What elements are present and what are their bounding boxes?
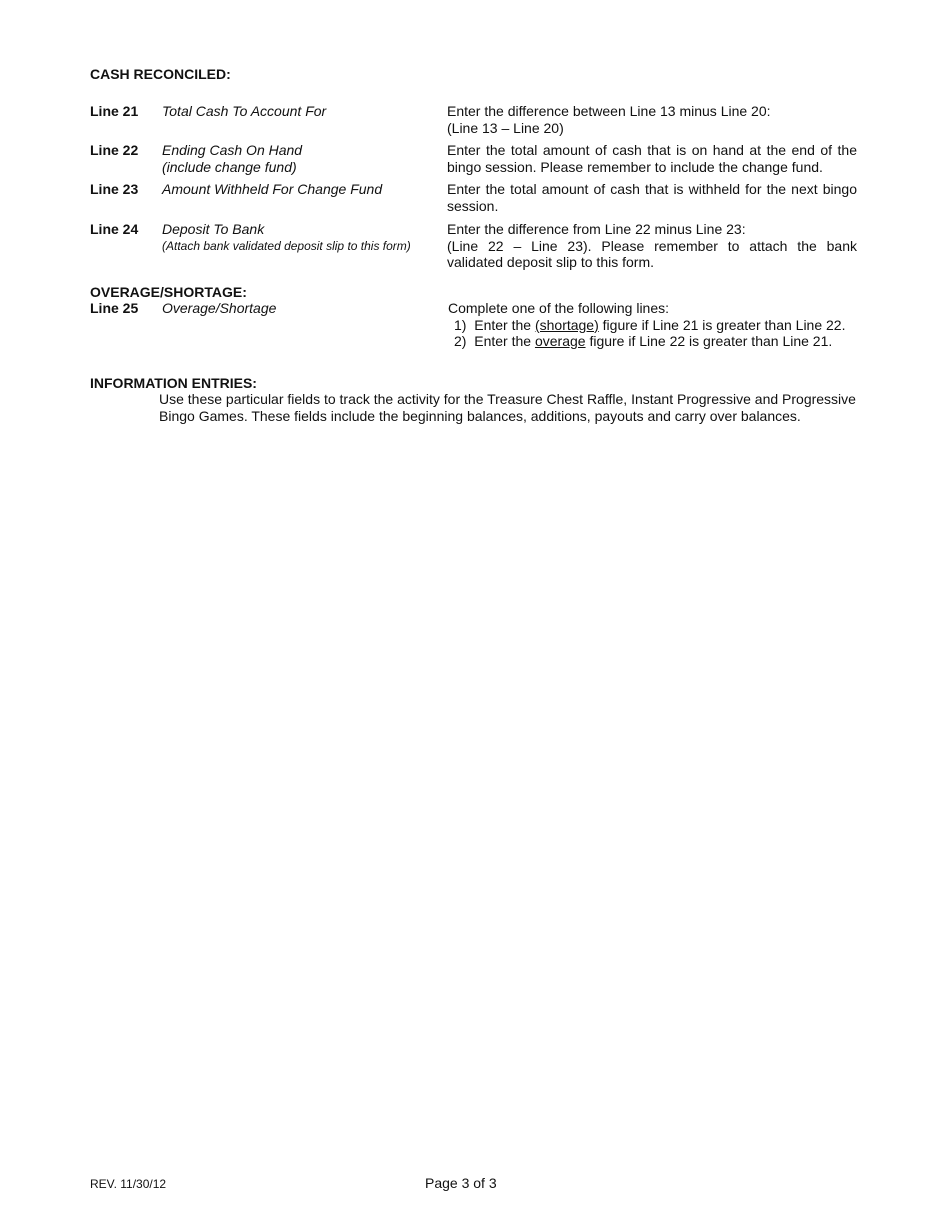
information-entries-text: Use these particular fields to track the activity for the Treasure Chest Raffle, Instant Progressive and Progressive Bingo Games. These fields include the beginning balances, additions, payouts and carry over balances. <box>159 391 856 424</box>
line-25-field: Overage/Shortage <box>162 300 277 316</box>
list-item-text-post: figure if Line 22 is greater than Line 21. <box>589 333 833 349</box>
list-item-underlined-term: (shortage) <box>534 316 599 333</box>
list-item-number: 2) <box>454 333 467 349</box>
line-23-field: Amount Withheld For Change Fund <box>162 181 383 197</box>
line-22-description: Enter the total amount of cash that is on hand at the end of the bingo session. Please remember to include the change fund. <box>447 142 857 175</box>
line-24-field-note: (Attach bank validated deposit slip to this form) <box>162 238 411 253</box>
list-item <box>448 333 858 350</box>
line-23-description: Enter the total amount of cash that is withheld for the next bingo session. <box>447 181 857 214</box>
line-24-label: Line 24 <box>90 221 139 237</box>
revision-date: REV. 11/30/12 <box>90 1177 167 1191</box>
list-item-text-pre: Enter the <box>474 316 532 333</box>
list-item-number: 1) <box>454 316 467 333</box>
list-item-underlined-term: overage <box>534 333 586 349</box>
line-22-field: Ending Cash On Hand <box>162 142 303 158</box>
line-21-description-2: (Line 13 – Line 20) <box>447 119 564 136</box>
line-22-field-block <box>162 142 442 175</box>
line-24-description-2: (Line 22 – Line 23). Please remember to attach the bank validated deposit slip to this form. <box>447 237 857 270</box>
line-25-intro: Complete one of the following lines: <box>448 300 670 316</box>
line-24-field-block <box>162 221 442 254</box>
line-23-label: Line 23 <box>90 181 139 197</box>
line-24-field: Deposit To Bank <box>162 221 265 237</box>
information-entries-heading: INFORMATION ENTRIES: <box>90 375 257 391</box>
cash-reconciled-heading: CASH RECONCILED: <box>90 66 231 82</box>
line-22-field-note: (include change fund) <box>162 158 297 175</box>
line-25-options-list <box>448 317 858 350</box>
line-21-label: Line 21 <box>90 103 139 119</box>
list-item-text-post: figure if Line 21 is greater than Line 22. <box>602 316 846 333</box>
overage-shortage-heading: OVERAGE/SHORTAGE: <box>90 284 247 300</box>
line-24-description <box>447 221 857 271</box>
line-22-label: Line 22 <box>90 142 139 158</box>
line-24-description-1: Enter the difference from Line 22 minus Line 23: <box>447 221 746 237</box>
line-21-field: Total Cash To Account For <box>162 103 327 119</box>
page-number: Page 3 of 3 <box>425 1175 497 1191</box>
list-item <box>448 317 858 334</box>
line-25-description <box>448 300 858 350</box>
line-25-label: Line 25 <box>90 300 139 316</box>
line-21-description <box>447 103 857 136</box>
list-item-text-pre: Enter the <box>474 333 532 349</box>
line-21-description-1: Enter the difference between Line 13 minus Line 20: <box>447 103 771 119</box>
